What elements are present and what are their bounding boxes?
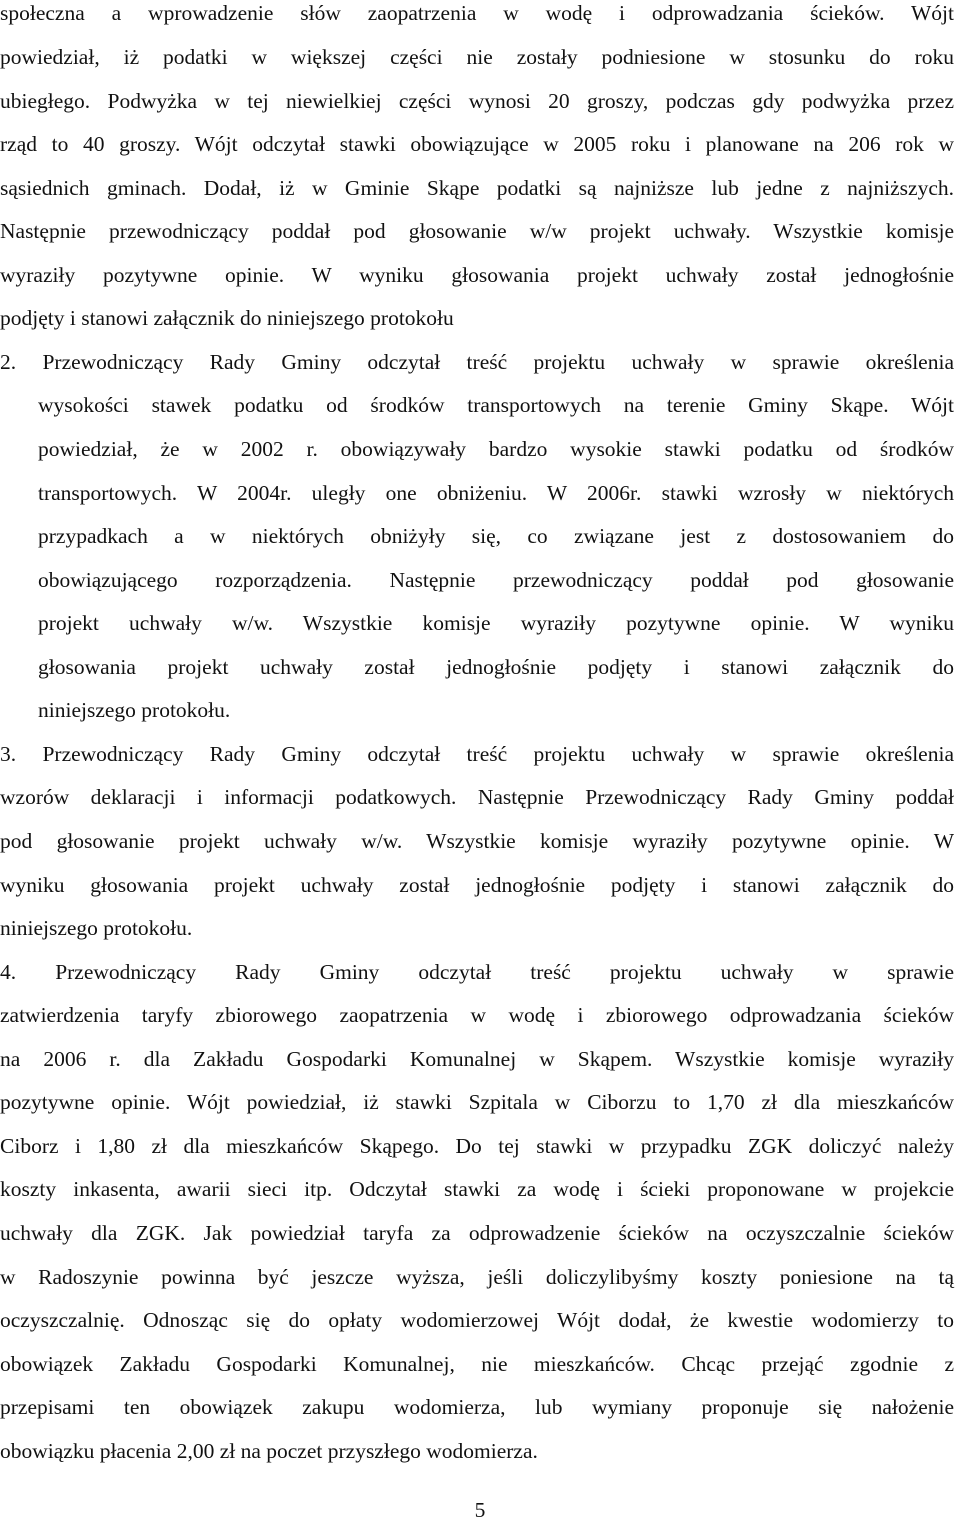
text-line: niniejszego protokołu. (0, 916, 193, 940)
text-line: obowiązującego rozporządzenia. Następnie przewodniczący poddał pod głosowanie (38, 568, 954, 592)
text-line: społeczna a wprowadzenie słów zaopatrzenia w wodę i odprowadzania ścieków. Wójt (0, 1, 954, 25)
text-line: koszty inkasenta, awarii sieci itp. Odczytał stawki za wodę i ścieki proponowane w projekcie (0, 1177, 954, 1201)
text-line: transportowych. W 2004r. uległy one obniżeniu. W 2006r. stawki wzrosły w niektórych (38, 481, 954, 505)
text-line: przypadkach a w niektórych obniżyły się, co związane jest z dostosowaniem do (38, 524, 954, 548)
text-line: wzorów deklaracji i informacji podatkowych. Następnie Przewodniczący Rady Gminy poddał (0, 785, 954, 809)
text-line: wyniku głosowania projekt uchwały został jednogłośnie podjęty i stanowi załącznik do (0, 873, 954, 897)
numbered-paragraph-2-first-line: 2. Przewodniczący Rady Gminy odczytał treść projektu uchwały w sprawie określenia (0, 350, 954, 374)
text-line: uchwały dla ZGK. Jak powiedział taryfa za odprowadzenie ścieków na oczyszczalnie ścieków (0, 1221, 954, 1245)
text-line: oczyszczalnię. Odnosząc się do opłaty wodomierzowej Wójt dodał, że kwestie wodomierzy to (0, 1308, 954, 1332)
text-line: rząd to 40 groszy. Wójt odczytał stawki obowiązujące w 2005 roku i planowane na 206 rok w (0, 132, 954, 156)
numbered-paragraph-4-first-line: 4. Przewodniczący Rady Gminy odczytał treść projektu uchwały w sprawie (0, 960, 954, 984)
text-line: przepisami ten obowiązek zakupu wodomierza, lub wymiany proponuje się nałożenie (0, 1395, 954, 1419)
text-line: głosowania projekt uchwały został jednogłośnie podjęty i stanowi załącznik do (38, 655, 954, 679)
text-line: pozytywne opinie. Wójt powiedział, iż stawki Szpitala w Ciborzu to 1,70 zł dla mieszkańców (0, 1090, 954, 1114)
text-line: obowiązek Zakładu Gospodarki Komunalnej, nie mieszkańców. Chcąc przejąć zgodnie z (0, 1352, 954, 1376)
text-line: ubiegłego. Podwyżka w tej niewielkiej części wynosi 20 groszy, podczas gdy podwyżka przez (0, 89, 954, 113)
text-line: projekt uchwały w/w. Wszystkie komisje wyraziły pozytywne opinie. W wyniku (38, 611, 954, 635)
text-line: Następnie przewodniczący poddał pod głosowanie w/w projekt uchwały. Wszystkie komisje (0, 219, 954, 243)
page-number: 5 (474, 1498, 486, 1522)
text-line: wyraziły pozytywne opinie. W wyniku głosowania projekt uchwały został jednogłośnie (0, 263, 954, 287)
text-line: wysokości stawek podatku od środków transportowych na terenie Gminy Skąpe. Wójt (38, 393, 954, 417)
text-line: sąsiednich gminach. Dodał, iż w Gminie Skąpe podatki są najniższe lub jedne z najniższych. (0, 176, 954, 200)
text-line: pod głosowanie projekt uchwały w/w. Wszystkie komisje wyraziły pozytywne opinie. W (0, 829, 954, 853)
numbered-paragraph-3-first-line: 3. Przewodniczący Rady Gminy odczytał treść projektu uchwały w sprawie określenia (0, 742, 954, 766)
text-line: zatwierdzenia taryfy zbiorowego zaopatrzenia w wodę i zbiorowego odprowadzania ścieków (0, 1003, 954, 1027)
text-line: podjęty i stanowi załącznik do niniejszego protokołu (0, 306, 454, 330)
text-line: niniejszego protokołu. (38, 698, 231, 722)
text-line: na 2006 r. dla Zakładu Gospodarki Komunalnej w Skąpem. Wszystkie komisje wyraziły (0, 1047, 954, 1071)
text-line: Ciborz i 1,80 zł dla mieszkańców Skąpego. Do tej stawki w przypadku ZGK doliczyć należy (0, 1134, 954, 1158)
text-line: powiedział, iż podatki w większej części nie zostały podniesione w stosunku do roku (0, 45, 954, 69)
text-line: powiedział, że w 2002 r. obowiązywały bardzo wysokie stawki podatku od środków (38, 437, 954, 461)
text-line: w Radoszynie powinna być jeszcze wyższa, jeśli doliczylibyśmy koszty poniesione na tą (0, 1265, 954, 1289)
text-line: obowiązku płacenia 2,00 zł na poczet przyszłego wodomierza. (0, 1439, 538, 1463)
